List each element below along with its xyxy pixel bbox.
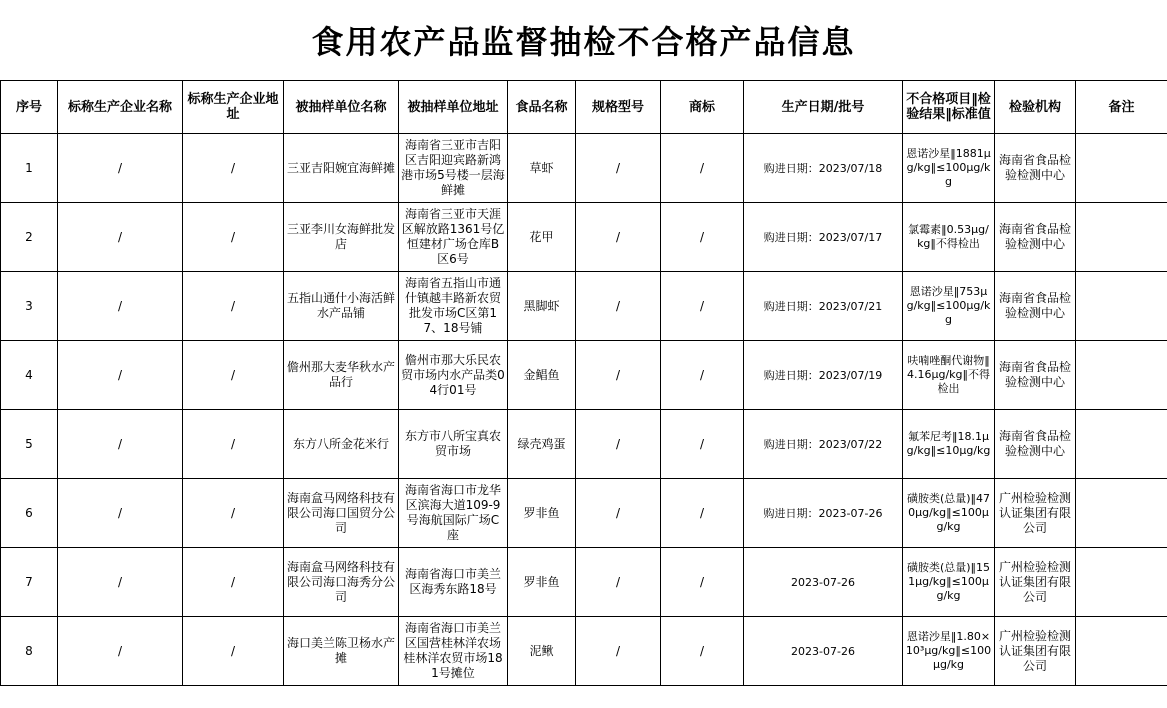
cell-mfr-name: / (58, 548, 183, 617)
cell-mfr-name: / (58, 203, 183, 272)
cell-brand: / (661, 341, 744, 410)
cell-date: 购进日期：2023/07/22 (744, 410, 903, 479)
cell-mfr-addr: / (183, 134, 284, 203)
cell-seq: 6 (1, 479, 58, 548)
cell-agency: 海南省食品检验检测中心 (995, 272, 1076, 341)
cell-food: 泥鳅 (508, 617, 576, 686)
cell-spec: / (576, 617, 661, 686)
header-sampled-name: 被抽样单位名称 (284, 81, 399, 134)
header-date: 生产日期/批号 (744, 81, 903, 134)
header-note: 备注 (1076, 81, 1167, 134)
cell-date: 购进日期：2023/07/21 (744, 272, 903, 341)
cell-brand: / (661, 410, 744, 479)
table-row (1, 479, 1167, 548)
cell-note (1076, 617, 1167, 686)
cell-agency: 广州检验检测认证集团有限公司 (995, 479, 1076, 548)
cell-spec: / (576, 410, 661, 479)
cell-agency: 海南省食品检验检测中心 (995, 410, 1076, 479)
cell-agency: 海南省食品检验检测中心 (995, 341, 1076, 410)
header-row (1, 81, 1167, 134)
cell-fail-item: 氯霉素‖0.53μg/kg‖不得检出 (903, 203, 995, 272)
cell-sampled-name: 五指山通什小海活鲜水产品铺 (284, 272, 399, 341)
cell-date: 购进日期：2023/07/19 (744, 341, 903, 410)
cell-agency: 广州检验检测认证集团有限公司 (995, 548, 1076, 617)
cell-sampled-addr: 海南省三亚市天涯区解放路1361号亿恒建材广场仓库B区6号 (399, 203, 508, 272)
cell-note (1076, 134, 1167, 203)
cell-fail-item: 磺胺类(总量)‖470μg/kg‖≤100μg/kg (903, 479, 995, 548)
cell-mfr-name: / (58, 341, 183, 410)
table-row (1, 341, 1167, 410)
cell-seq: 8 (1, 617, 58, 686)
cell-sampled-name: 三亚李川女海鲜批发店 (284, 203, 399, 272)
failed-products-table (0, 80, 1167, 686)
cell-spec: / (576, 203, 661, 272)
cell-seq: 3 (1, 272, 58, 341)
cell-mfr-name: / (58, 410, 183, 479)
cell-note (1076, 548, 1167, 617)
header-brand: 商标 (661, 81, 744, 134)
cell-sampled-name: 东方八所金花米行 (284, 410, 399, 479)
cell-sampled-name: 儋州那大麦华秋水产品行 (284, 341, 399, 410)
cell-mfr-addr: / (183, 617, 284, 686)
cell-sampled-name: 海口美兰陈卫杨水产摊 (284, 617, 399, 686)
table-row (1, 617, 1167, 686)
cell-spec: / (576, 272, 661, 341)
cell-sampled-name: 海南盒马网络科技有限公司海口海秀分公司 (284, 548, 399, 617)
cell-spec: / (576, 134, 661, 203)
cell-sampled-addr: 海南省三亚市吉阳区吉阳迎宾路新鸿港市场5号楼一层海鲜摊 (399, 134, 508, 203)
cell-food: 金鲳鱼 (508, 341, 576, 410)
table-row (1, 203, 1167, 272)
cell-sampled-name: 三亚吉阳婉宜海鲜摊 (284, 134, 399, 203)
cell-mfr-name: / (58, 617, 183, 686)
cell-fail-item: 磺胺类(总量)‖151μg/kg‖≤100μg/kg (903, 548, 995, 617)
cell-mfr-name: / (58, 134, 183, 203)
cell-food: 罗非鱼 (508, 479, 576, 548)
cell-note (1076, 341, 1167, 410)
cell-sampled-addr: 海南省海口市龙华区滨海大道109-9号海航国际广场C座 (399, 479, 508, 548)
cell-agency: 广州检验检测认证集团有限公司 (995, 617, 1076, 686)
cell-seq: 7 (1, 548, 58, 617)
cell-mfr-addr: / (183, 410, 284, 479)
table-row (1, 548, 1167, 617)
cell-spec: / (576, 548, 661, 617)
cell-fail-item: 氟苯尼考‖18.1μg/kg‖≤10μg/kg (903, 410, 995, 479)
title-bar (0, 0, 1167, 80)
cell-sampled-addr: 东方市八所宝真农贸市场 (399, 410, 508, 479)
table-row (1, 272, 1167, 341)
cell-brand: / (661, 272, 744, 341)
cell-fail-item: 恩诺沙星‖1881μg/kg‖≤100μg/kg (903, 134, 995, 203)
cell-brand: / (661, 617, 744, 686)
header-mfr-name: 标称生产企业名称 (58, 81, 183, 134)
cell-mfr-addr: / (183, 341, 284, 410)
cell-food: 花甲 (508, 203, 576, 272)
page-title: 食用农产品监督抽检不合格产品信息 (311, 23, 856, 61)
cell-mfr-name: / (58, 479, 183, 548)
cell-food: 草虾 (508, 134, 576, 203)
cell-sampled-addr: 海南省海口市美兰区国营桂林洋农场桂林洋农贸市场181号摊位 (399, 617, 508, 686)
cell-date: 购进日期：2023/07/18 (744, 134, 903, 203)
cell-mfr-addr: / (183, 548, 284, 617)
cell-fail-item: 恩诺沙星‖753μg/kg‖≤100μg/kg (903, 272, 995, 341)
cell-mfr-name: / (58, 272, 183, 341)
cell-note (1076, 203, 1167, 272)
header-seq: 序号 (1, 81, 58, 134)
cell-brand: / (661, 203, 744, 272)
cell-seq: 5 (1, 410, 58, 479)
cell-brand: / (661, 548, 744, 617)
cell-date: 2023-07-26 (744, 617, 903, 686)
header-mfr-addr: 标称生产企业地址 (183, 81, 284, 134)
cell-mfr-addr: / (183, 272, 284, 341)
cell-food: 绿壳鸡蛋 (508, 410, 576, 479)
header-fail-item: 不合格项目‖检验结果‖标准值 (903, 81, 995, 134)
cell-sampled-addr: 海南省五指山市通什镇越丰路新农贸批发市场C区第17、18号铺 (399, 272, 508, 341)
cell-brand: / (661, 479, 744, 548)
header-agency: 检验机构 (995, 81, 1076, 134)
cell-note (1076, 272, 1167, 341)
header-sampled-addr: 被抽样单位地址 (399, 81, 508, 134)
cell-food: 罗非鱼 (508, 548, 576, 617)
cell-date: 购进日期：2023-07-26 (744, 479, 903, 548)
cell-fail-item: 呋喃唑酮代谢物‖4.16μg/kg‖不得检出 (903, 341, 995, 410)
cell-date: 购进日期：2023/07/17 (744, 203, 903, 272)
cell-sampled-name: 海南盒马网络科技有限公司海口国贸分公司 (284, 479, 399, 548)
cell-seq: 4 (1, 341, 58, 410)
cell-note (1076, 479, 1167, 548)
cell-spec: / (576, 341, 661, 410)
cell-mfr-addr: / (183, 203, 284, 272)
cell-food: 黑脚虾 (508, 272, 576, 341)
table-row (1, 410, 1167, 479)
cell-date: 2023-07-26 (744, 548, 903, 617)
cell-fail-item: 恩诺沙星‖1.80×10³μg/kg‖≤100μg/kg (903, 617, 995, 686)
cell-agency: 海南省食品检验检测中心 (995, 203, 1076, 272)
table-row (1, 134, 1167, 203)
cell-seq: 1 (1, 134, 58, 203)
cell-seq: 2 (1, 203, 58, 272)
cell-sampled-addr: 儋州市那大乐民农贸市场内水产品类04行01号 (399, 341, 508, 410)
cell-mfr-addr: / (183, 479, 284, 548)
cell-agency: 海南省食品检验检测中心 (995, 134, 1076, 203)
cell-sampled-addr: 海南省海口市美兰区海秀东路18号 (399, 548, 508, 617)
cell-note (1076, 410, 1167, 479)
header-spec: 规格型号 (576, 81, 661, 134)
cell-brand: / (661, 134, 744, 203)
header-food: 食品名称 (508, 81, 576, 134)
cell-spec: / (576, 479, 661, 548)
